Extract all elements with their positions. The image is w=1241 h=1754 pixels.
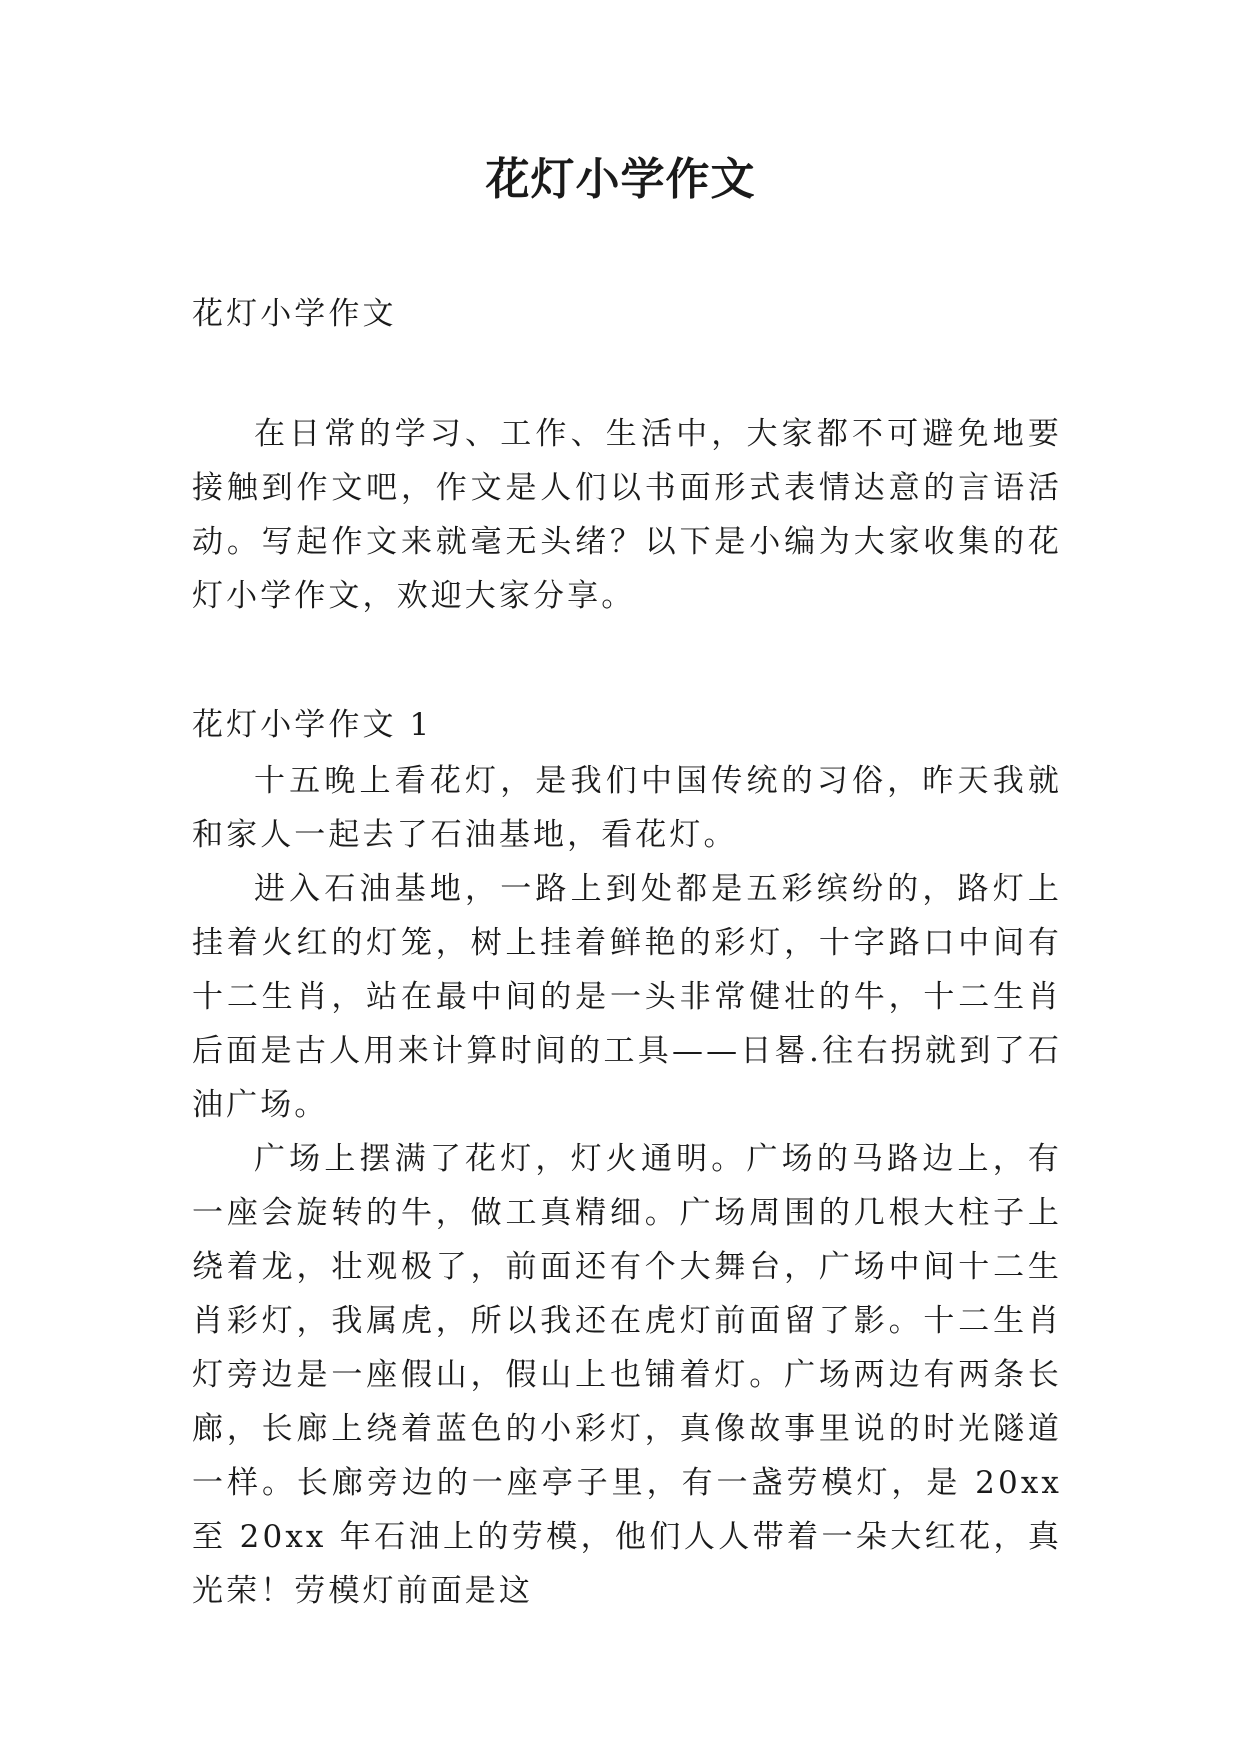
essay-paragraph-3: 广场上摆满了花灯，灯火通明。广场的马路边上，有一座会旋转的牛，做工真精细。广场周围的几根大柱子上绕着龙，壮观极了，前面还有个大舞台，广场中间十二生肖彩灯，我属虎，所以我还在虎灯前面留了影。十二生肖灯旁边是一座假山，假山上也铺着灯。广场两边有两条长廊，长廊上绕着蓝色的小彩灯，真像故事里说的时光隧道一样。长廊旁边的一座亭子里，有一盏劳模灯，是 20xx 至 20xx 年石油上的劳模，他们人人带着一朵大红花，真光荣！劳模灯前面是这: [192, 1141, 1062, 1609]
essay-body: [192, 754, 1062, 1618]
intro-paragraph: 在日常的学习、工作、生活中，大家都不可避免地要接触到作文吧，作文是人们以书面形式表情达意的言语活动。写起作文来就毫无头绪？以下是小编为大家收集的花灯小学作文，欢迎大家分享。: [192, 416, 1062, 614]
essay-paragraph-2: 进入石油基地，一路上到处都是五彩缤纷的，路灯上挂着火红的灯笼，树上挂着鲜艳的彩灯，十字路口中间有十二生肖，站在最中间的是一头非常健壮的牛，十二生肖后面是古人用来计算时间的工具——日晷.往右拐就到了石油广场。: [192, 871, 1062, 1123]
essay-paragraph-1: 十五晚上看花灯，是我们中国传统的习俗，昨天我就和家人一起去了石油基地，看花灯。: [192, 763, 1062, 853]
document-subtitle: 花灯小学作文: [192, 296, 397, 332]
document-title: 花灯小学作文: [485, 154, 756, 205]
section-heading: 花灯小学作文 1: [192, 707, 433, 743]
intro-block: [192, 407, 1062, 623]
